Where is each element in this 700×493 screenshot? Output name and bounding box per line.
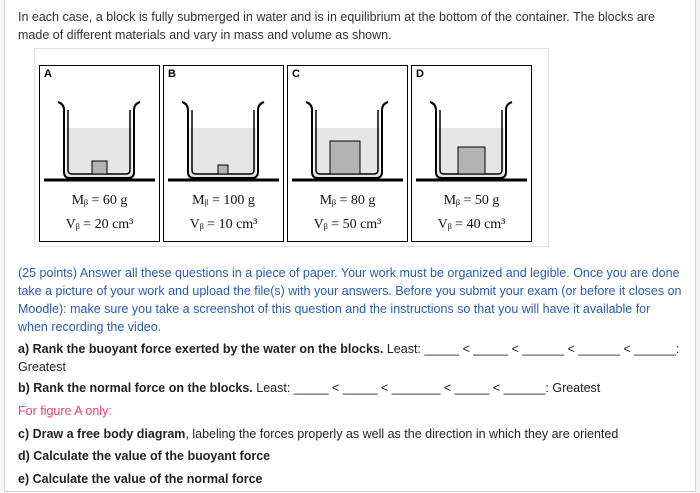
- container-diagram: [40, 66, 159, 241]
- panel-c: [287, 65, 408, 242]
- volume-label: Vᵦ = 40 cm³: [437, 217, 506, 232]
- mass-label: Mᵦ = 80 g: [319, 193, 376, 208]
- container-diagram: [412, 66, 531, 241]
- instructions-text: (25 points) Answer all these questions in a piece of paper. Your work must be organized and legible. Once you are done take a picture of your work and upload the file(s) with your answers. Before you submit your exam (or before it closes on Moodle): make sure you take a screenshot of this question and the instructions so that you will have it available for when recording the video.: [18, 266, 682, 334]
- container-diagram: [288, 66, 407, 241]
- panel-d: [411, 65, 532, 242]
- question-a-prompt: a) Rank the buoyant force exerted by the water on the blocks.: [18, 342, 384, 356]
- question-a: [18, 340, 682, 376]
- question-c: [18, 425, 682, 443]
- question-d-prompt: d) Calculate the value of the buoyant force: [18, 449, 271, 463]
- block: [218, 165, 228, 174]
- mass-label: Mᵦ = 60 g: [71, 193, 128, 208]
- volume-label: Vᵦ = 20 cm³: [65, 217, 134, 232]
- panel-b: [163, 65, 284, 242]
- intro-text: In each case, a block is fully submerged in water and is in equilibrium at the bottom of the container. The blocks are made of different materials and vary in mass and volume as shown.: [18, 10, 655, 42]
- block: [92, 161, 107, 174]
- question-b-prompt: b) Rank the normal force on the blocks.: [18, 381, 253, 395]
- panel-letter: D: [416, 68, 424, 80]
- panel-a: [39, 65, 160, 242]
- question-a-blanks: Least: _____ < _____ < ______ < ______ < ______: Greatest: [18, 342, 680, 374]
- panel-letter: A: [44, 68, 52, 80]
- mass-label: Mᵦ = 100 g: [192, 193, 255, 208]
- volume-label: Vᵦ = 10 cm³: [189, 217, 258, 232]
- question-b: [18, 379, 682, 397]
- panel-letter: B: [168, 68, 176, 80]
- question-e: [18, 470, 682, 488]
- question-c-rest: , labeling the forces properly as well as the direction in which they are oriented: [185, 427, 619, 441]
- block: [330, 141, 360, 174]
- mass-label: Mᵦ = 50 g: [443, 193, 500, 208]
- volume-label: Vᵦ = 50 cm³: [313, 217, 382, 232]
- question-b-blanks: Least: _____ < _____ < _______ < _____ < ______: Greatest: [252, 381, 601, 395]
- block: [458, 147, 485, 174]
- figure-a-note: For figure A only:: [18, 404, 112, 418]
- container-diagram: [164, 66, 283, 241]
- question-e-prompt: e) Calculate the value of the normal force: [18, 472, 263, 486]
- question-c-prompt: c) Draw a free body diagram: [18, 427, 186, 441]
- panel-letter: C: [292, 68, 300, 80]
- question-d: [18, 447, 682, 465]
